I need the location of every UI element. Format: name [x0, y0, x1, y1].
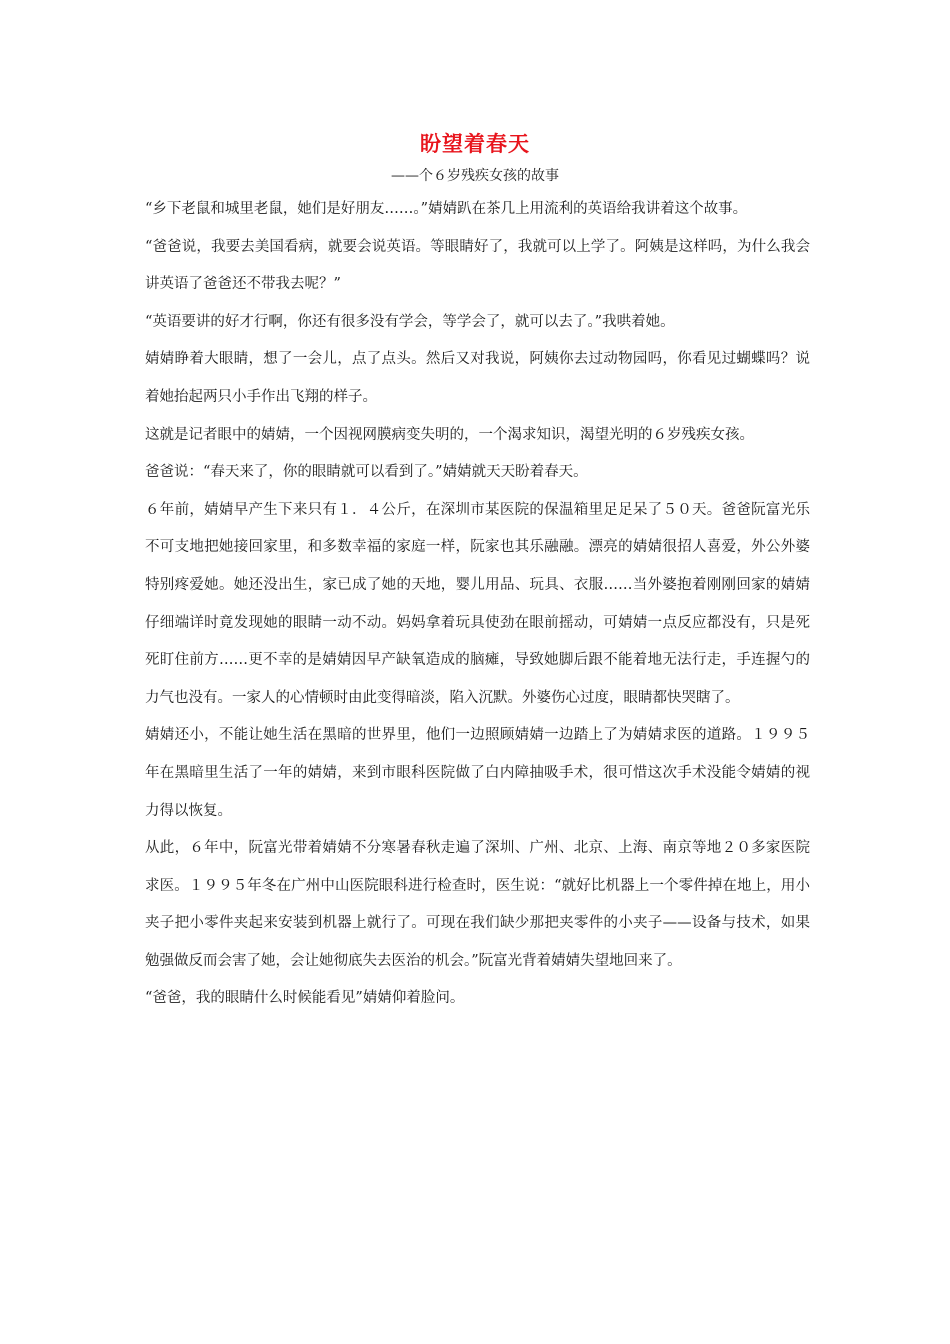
- paragraph: “爸爸说，我要去美国看病，就要会说英语。等眼睛好了，我就可以上学了。阿姨是这样吗，为什么我会讲英语了爸爸还不带我去呢？”: [145, 238, 810, 293]
- paragraph: 爸爸说：“春天来了，你的眼睛就可以看到了。”婧婧就天天盼着春天。: [145, 464, 588, 481]
- page-subtitle: ——个６岁残疾女孩的故事: [391, 168, 559, 184]
- paragraph: 从此，６年中，阮富光带着婧婧不分寒暑春秋走遍了深圳、广州、北京、上海、南京等地２０多家医院求医。１９９５年冬在广州中山医院眼科进行检查时，医生说：“就好比机器上一个零件掉在地上，用小夹子把小零件夹起来安装到机器上就行了。可现在我们缺少那把夹零件的小夹子——设备与技术，如果勉强做反而会害了她，会让她彻底失去医治的机会。”阮富光背着婧婧失望地回来了。: [145, 840, 810, 969]
- paragraph: “英语要讲的好才行啊，你还有很多没有学会，等学会了，就可以去了。”我哄着她。: [145, 313, 675, 330]
- paragraph: 婧婧还小，不能让她生活在黑暗的世界里，他们一边照顾婧婧一边踏上了为婧婧求医的道路。１９９５年在黑暗里生活了一年的婧婧，来到市眼科医院做了白内障抽吸手术，很可惜这次手术没能令婧婧的视力得以恢复。: [145, 727, 810, 819]
- article-body: [145, 191, 810, 1018]
- paragraph: 婧婧睁着大眼睛，想了一会儿，点了点头。然后又对我说，阿姨你去过动物园吗，你看见过蝴蝶吗？说着她抬起两只小手作出飞翔的样子。: [145, 351, 810, 405]
- paragraph: 这就是记者眼中的婧婧，一个因视网膜病变失明的，一个渴求知识，渴望光明的６岁残疾女孩。: [145, 426, 754, 443]
- paragraph: “爸爸，我的眼睛什么时候能看见”婧婧仰着脸问。: [145, 990, 465, 1007]
- paragraph: ６年前，婧婧早产生下来只有１．４公斤，在深圳市某医院的保温箱里足足呆了５０天。爸爸阮富光乐不可支地把她接回家里，和多数幸福的家庭一样，阮家也其乐融融。漂亮的婧婧很招人喜爱，外公外婆特别疼爱她。她还没出生，家已成了她的天地，婴儿用品、玩具、衣服……当外婆抱着刚刚回家的婧婧仔细端详时竟发现她的眼睛一动不动。妈妈拿着玩具使劲在眼前摇动，可婧婧一点反应都没有，只是死死盯住前方……更不幸的是婧婧因早产缺氧造成的脑瘫，导致她脚后跟不能着地无法行走，手连握勺的力气也没有。一家人的心情顿时由此变得暗淡，陷入沉默。外婆伤心过度，眼睛都快哭瞎了。: [145, 501, 810, 706]
- paragraph: “乡下老鼠和城里老鼠，她们是好朋友……。”婧婧趴在茶几上用流利的英语给我讲着这个故事。: [145, 201, 748, 217]
- page-title: 盼望着春天: [420, 132, 530, 156]
